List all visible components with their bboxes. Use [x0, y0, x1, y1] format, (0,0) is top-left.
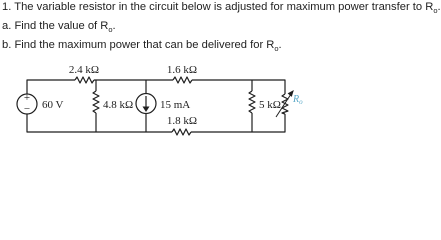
arrow-head-icon: [143, 107, 150, 113]
plus-sign: +: [23, 92, 31, 104]
label-15ma: 15 mA: [160, 99, 191, 111]
resistor-1-6k: [173, 77, 192, 83]
resistor-4-8k: [93, 91, 99, 113]
label-ro: $R_o$: [293, 94, 303, 106]
resistor-1-8k: [172, 129, 191, 135]
bottom-wire-right: [191, 114, 285, 132]
top-wire-left: [27, 80, 75, 94]
resistor-2-4k: [75, 77, 94, 83]
label-5k: 5 kΩ: [259, 99, 281, 111]
wire-vs-bottom: [27, 114, 96, 132]
problem-statement: 1. The variable resistor in the circuit below is adjusted for maximum power transfer to $R_o$.: [2, 1, 441, 16]
minus-sign: −: [23, 103, 31, 115]
label-4-8k: 4.8 kΩ: [103, 99, 134, 111]
label-1-8k: 1.8 kΩ: [166, 115, 198, 127]
label-2-4k: 2.4 kΩ: [68, 64, 100, 76]
part-a-question: a. Find the value of $R_o$.: [2, 20, 116, 35]
label-1-6k: 1.6 kΩ: [166, 64, 198, 76]
part-b-question: b. Find the maximum power that can be delivered for $R_o$.: [2, 39, 282, 54]
top-wire-right: [192, 80, 285, 94]
label-60v: 60 V: [42, 99, 64, 111]
resistor-5k: [249, 91, 255, 113]
